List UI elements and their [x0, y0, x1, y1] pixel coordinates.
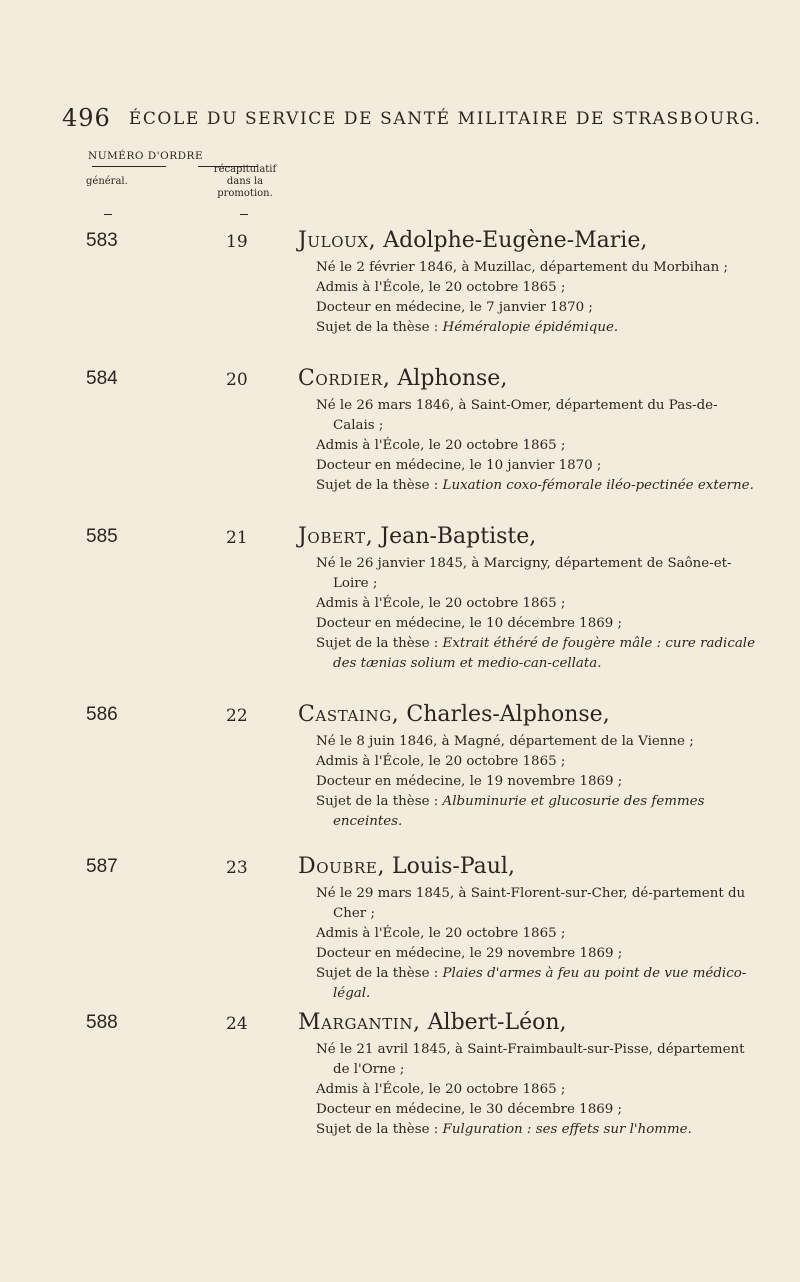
entry-birth: Né le 21 avril 1845, à Saint-Fraimbault-sur-Pisse, département de l'Orne ; [316, 1042, 745, 1077]
entry-doctorate: Docteur en médecine, le 29 novembre 1869 ; [316, 946, 623, 961]
column-heading-promotion-line-1: récapitulatif [213, 164, 277, 175]
entry-admission: Admis à l'École, le 20 octobre 1865 ; [316, 280, 566, 295]
entry-thesis-prefix: Sujet de la thèse : [316, 478, 443, 493]
entry-birth: Né le 26 janvier 1845, à Marcigny, département de Saône-et-Loire ; [316, 556, 732, 591]
entry-admission: Admis à l'École, le 20 octobre 1865 ; [316, 754, 566, 769]
running-head [62, 104, 762, 132]
entry-admission: Admis à l'École, le 20 octobre 1865 ; [316, 438, 566, 453]
entry-thesis-prefix: Sujet de la thèse : [316, 966, 443, 981]
entry-doctorate: Docteur en médecine, le 10 janvier 1870 ; [316, 458, 602, 473]
entry-birth: Né le 8 juin 1846, à Magné, département de la Vienne ; [316, 734, 694, 749]
entry-promotion-number: 21 [226, 528, 248, 548]
entry-doctorate: Docteur en médecine, le 30 décembre 1869 ; [316, 1102, 623, 1117]
entry-thesis-prefix: Sujet de la thèse : [316, 1122, 443, 1137]
entry-name [298, 1010, 567, 1035]
entry-thesis-title: Extrait éthéré de fougère mâle : cure radicale des tænias solium et medio-can-cellata. [333, 636, 756, 671]
entry-birth: Né le 2 février 1846, à Muzillac, département du Morbihan ; [316, 260, 729, 275]
entry-details [316, 732, 756, 832]
entry-details [316, 884, 756, 1004]
entry-doctorate: Docteur en médecine, le 19 novembre 1869 ; [316, 774, 623, 789]
column-heading-general: général. [86, 176, 128, 187]
entry-details [316, 1040, 756, 1140]
entry-thesis-title: Plaies d'armes à feu au point de vue médico-légal. [333, 966, 747, 1001]
entry-thesis-title: Fulguration : ses effets sur l'homme. [442, 1122, 692, 1137]
entry-thesis-title: Luxation coxo-fémorale iléo-pectinée externe. [442, 478, 754, 493]
entry-name [298, 366, 507, 391]
entry-details [316, 396, 756, 496]
entry-thesis-prefix: Sujet de la thèse : [316, 794, 443, 809]
entry-given-names: Jean-Baptiste, [373, 524, 537, 549]
entry-promotion-number: 23 [226, 858, 248, 878]
entry-surname: Margantin, [298, 1010, 421, 1035]
entry-general-number: 585 [86, 526, 118, 547]
column-rule-general [104, 214, 112, 215]
column-heading-promotion-line-2: dans la [226, 176, 264, 187]
heading-rule-left [92, 166, 166, 167]
entry-name [298, 854, 515, 879]
column-heading-promotion-line-3: promotion. [217, 188, 273, 199]
entry-doctorate: Docteur en médecine, le 7 janvier 1870 ; [316, 300, 593, 315]
entry-thesis [316, 634, 756, 674]
column-heading-numero: NUMÉRO D'ORDRE [88, 150, 204, 162]
entry-name [298, 702, 610, 727]
entry-given-names: Adolphe-Eugène-Marie, [376, 228, 648, 253]
entry-name [298, 524, 536, 549]
entry-general-number: 588 [86, 1012, 118, 1033]
entry-thesis-prefix: Sujet de la thèse : [316, 636, 443, 651]
entry-given-names: Alphonse, [390, 366, 508, 391]
entry-name [298, 228, 647, 253]
entry-admission: Admis à l'École, le 20 octobre 1865 ; [316, 596, 566, 611]
entry-doctorate: Docteur en médecine, le 10 décembre 1869 ; [316, 616, 623, 631]
column-heading-promotion [210, 164, 280, 200]
entry-promotion-number: 19 [226, 232, 248, 252]
entry-birth: Né le 29 mars 1845, à Saint-Florent-sur-Cher, dé-partement du Cher ; [316, 886, 746, 921]
entry-surname: Juloux, [298, 228, 377, 253]
entry-given-names: Louis-Paul, [385, 854, 515, 879]
entry-thesis [316, 964, 756, 1004]
entry-thesis [316, 476, 756, 496]
entry-thesis [316, 792, 756, 832]
entry-given-names: Charles-Alphonse, [399, 702, 610, 727]
entry-details [316, 258, 756, 338]
entry-promotion-number: 20 [226, 370, 248, 390]
entry-admission: Admis à l'École, le 20 octobre 1865 ; [316, 926, 566, 941]
entry-surname: Doubre, [298, 854, 386, 879]
entry-general-number: 587 [86, 856, 118, 877]
entry-details [316, 554, 756, 674]
entry-thesis [316, 318, 756, 338]
entry-thesis-title: Héméralopie épidémique. [442, 320, 619, 335]
entry-promotion-number: 22 [226, 706, 248, 726]
entry-general-number: 584 [86, 368, 118, 389]
running-head-title: ÉCOLE DU SERVICE DE SANTÉ MILITAIRE DE STRASBOURG. [128, 109, 762, 129]
entry-given-names: Albert-Léon, [420, 1010, 567, 1035]
page-number: 496 [62, 104, 111, 132]
entry-surname: Castaing, [298, 702, 400, 727]
entry-general-number: 586 [86, 704, 118, 725]
column-rule-promotion [240, 214, 248, 215]
entry-birth: Né le 26 mars 1846, à Saint-Omer, département du Pas-de-Calais ; [316, 398, 718, 433]
entry-admission: Admis à l'École, le 20 octobre 1865 ; [316, 1082, 566, 1097]
entry-promotion-number: 24 [226, 1014, 248, 1034]
entry-thesis-title: Albuminurie et glucosurie des femmes enceintes. [333, 794, 705, 829]
entry-thesis [316, 1120, 756, 1140]
entry-surname: Jobert, [298, 524, 374, 549]
entry-surname: Cordier, [298, 366, 391, 391]
entry-general-number: 583 [86, 230, 118, 251]
entry-thesis-prefix: Sujet de la thèse : [316, 320, 443, 335]
